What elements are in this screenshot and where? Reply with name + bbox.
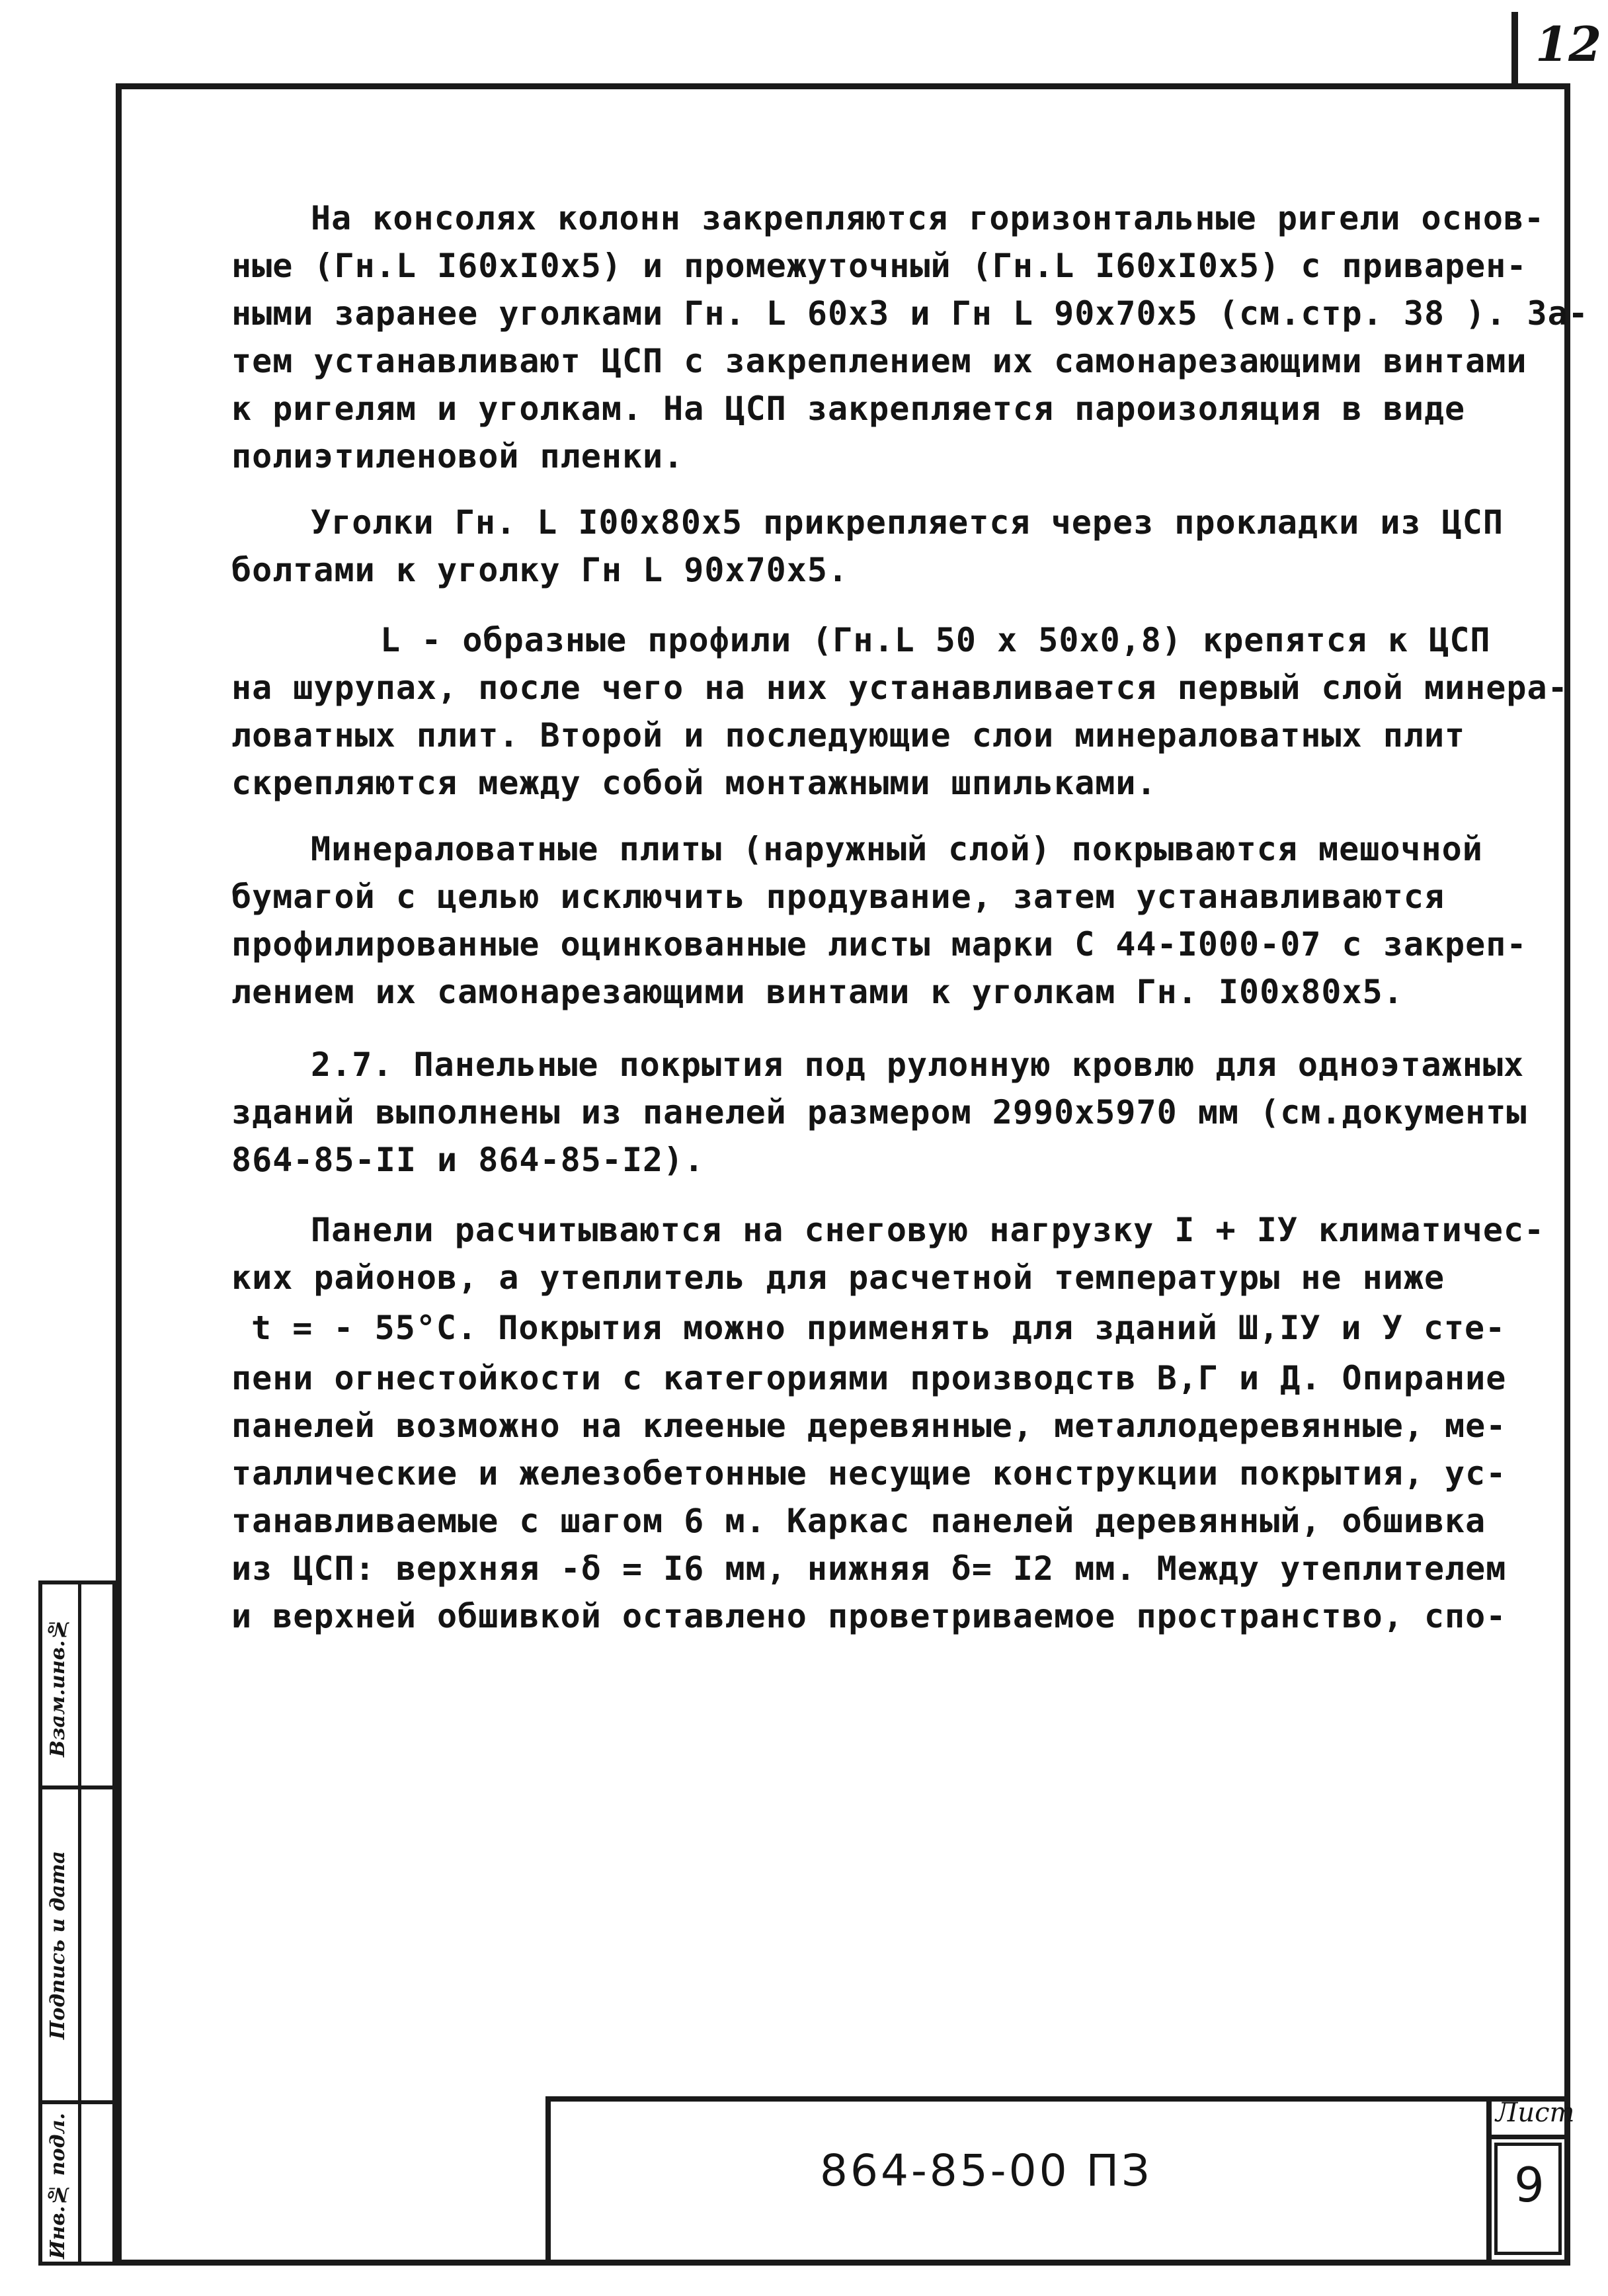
text-line: скрепляются между собой монтажными шпильками. bbox=[231, 764, 1157, 802]
sheet-label: Лист bbox=[1496, 2098, 1575, 2128]
text-line: Минераловатные плиты (наружный слой) покрываются мешочной bbox=[311, 830, 1483, 868]
text-line: болтами к уголку Гн L 90x70x5. bbox=[231, 551, 849, 589]
text-line: из ЦСП: верхняя -δ = I6 мм, нижняя δ= I2 мм. Между утеплителем bbox=[231, 1549, 1507, 1588]
text-line: t = - 55°С. Покрытия можно применять для зданий Ш,IУ и У сте- bbox=[251, 1309, 1506, 1347]
text-line: ными заранее уголками Гн. L 60x3 и Гн L 90x70x5 (см.стр. 38 ). За- bbox=[231, 294, 1589, 333]
text-line: и верхней обшивкой оставлено проветриваемое пространство, спо- bbox=[231, 1597, 1507, 1635]
sheet-number: 9 bbox=[1514, 2157, 1545, 2213]
text-line: 864-85-II и 864-85-I2). bbox=[231, 1141, 705, 1179]
text-line: лением их самонарезающими винтами к уголкам Гн. I00x80x5. bbox=[231, 973, 1404, 1011]
text-line: профилированные оцинкованные листы марки С 44-I000-07 с закреп- bbox=[231, 925, 1527, 964]
text-line: ких районов, а утеплитель для расчетной температуры не ниже bbox=[231, 1258, 1445, 1297]
text-line: таллические и железобетонные несущие конструкции покрытия, ус- bbox=[231, 1454, 1507, 1493]
stamp-signature-label: Подпись и дата bbox=[46, 1850, 69, 2039]
text-line: Панели расчитываются на снеговую нагрузку I + IУ климатичес- bbox=[311, 1211, 1545, 1249]
text-line: тем устанавливают ЦСП с закреплением их самонарезающими винтами bbox=[231, 342, 1527, 380]
sheet-cell-divider bbox=[1486, 2135, 1570, 2139]
text-line: пени огнестойкости с категориями производств В,Г и Д. Опирание bbox=[231, 1359, 1507, 1397]
stamp-replacement-label: Взам.инв.№ bbox=[46, 1617, 69, 1757]
text-line: На консолях колонн закрепляются горизонтальные ригели основ- bbox=[311, 199, 1545, 237]
document-code: 864-85-00 ПЗ bbox=[820, 2145, 1152, 2196]
text-line: Уголки Гн. L I00x80x5 прикрепляется через прокладки из ЦСП bbox=[311, 503, 1504, 542]
text-line: ные (Гн.L I60xI0x5) и промежуточный (Гн.L I60xI0x5) с приварен- bbox=[231, 247, 1527, 285]
text-line: танавливаемые с шагом 6 м. Каркас панелей деревянный, обшивка bbox=[231, 1502, 1486, 1540]
corner-page-number: 12 bbox=[1535, 16, 1602, 72]
text-line: зданий выполнены из панелей размером 2990x5970 мм (см.документы bbox=[231, 1093, 1527, 1131]
stamp-row-divider bbox=[42, 1785, 112, 1789]
text-line: бумагой с целью исключить продувание, затем устанавливаются bbox=[231, 878, 1445, 916]
side-stamp bbox=[38, 1580, 116, 2266]
text-line: к ригелям и уголкам. На ЦСП закрепляется пароизоляция в виде bbox=[231, 390, 1466, 428]
text-line: панелей возможно на клееные деревянные, металлодеревянные, ме- bbox=[231, 1407, 1507, 1445]
text-line: на шурупах, после чего на них устанавливается первый слой минера- bbox=[231, 669, 1568, 707]
stamp-column-divider bbox=[78, 1584, 81, 2262]
stamp-row-divider bbox=[42, 2100, 112, 2104]
text-line: полиэтиленовой пленки. bbox=[231, 437, 684, 475]
text-line: L - образные профили (Гн.L 50 x 50x0,8) крепятся к ЦСП bbox=[380, 621, 1491, 659]
stamp-inventory-label: Инв.№ подл. bbox=[46, 2113, 69, 2259]
section-heading-line: 2.7. Панельные покрытия под рулонную кровлю для одноэтажных bbox=[311, 1046, 1525, 1084]
corner-divider bbox=[1511, 12, 1518, 83]
text-line: ловатных плит. Второй и последующие слои минераловатных плит bbox=[231, 716, 1466, 755]
